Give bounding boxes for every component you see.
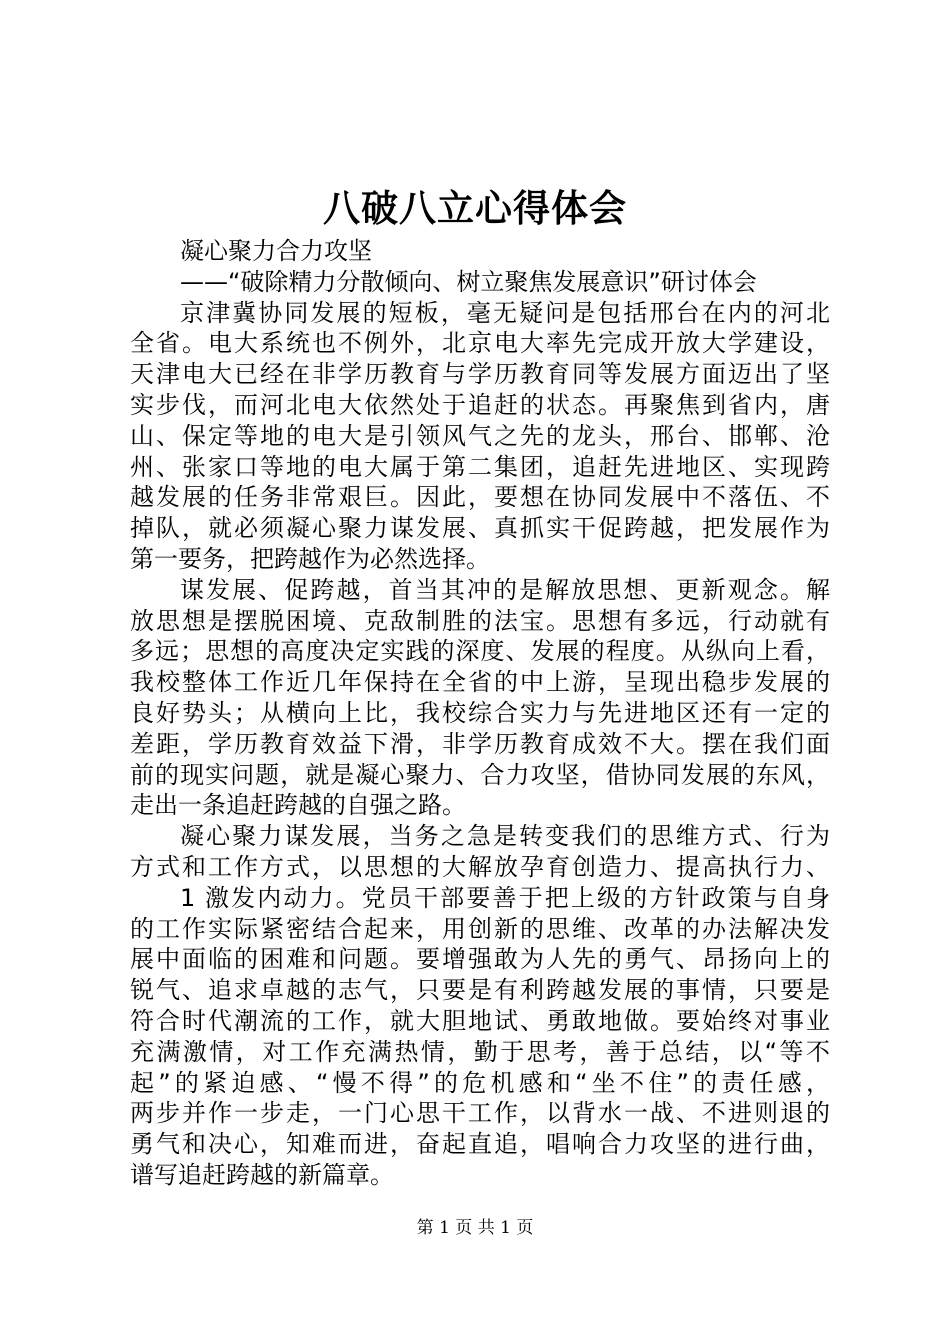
paragraph-line: 掉队，就必须凝心聚力谋发展、真抓实干促跨越，把发展作为: [130, 514, 830, 543]
paragraph-line: 全省。电大系统也不例外，北京电大率先完成开放大学建设，: [130, 329, 830, 358]
paragraph-line: 多远；思想的高度决定实践的深度、发展的程度。从纵向上看，: [130, 637, 830, 666]
paragraph-line: 前的现实问题，就是凝心聚力、合力攻坚，借协同发展的东风，: [130, 760, 830, 789]
document-subtitle: 凝心聚力合力攻坚: [180, 237, 372, 265]
paragraph-line: 锐气、追求卓越的志气，只要是有利跨越发展的事情，只要是: [130, 976, 830, 1005]
paragraph-1: [130, 298, 830, 575]
paragraph-line: 1 激发内动力。党员干部要善于把上级的方针政策与自身: [180, 883, 830, 912]
paragraph-line: 起”的紧迫感、“慢不得”的危机感和“坐不住”的责任感，: [130, 1068, 830, 1097]
paragraph-line: 勇气和决心，知难而进，奋起直追，唱响合力攻坚的进行曲，: [130, 1130, 830, 1159]
paragraph-line: 充满激情，对工作充满热情，勤于思考，善于总结，以“等不: [130, 1037, 830, 1066]
paragraph-line: 的工作实际紧密结合起来，用创新的思维、改革的办法解决发: [130, 914, 830, 943]
document-title: 八破八立心得体会: [323, 186, 627, 230]
paragraph-line: 凝心聚力谋发展，当务之急是转变我们的思维方式、行为: [180, 822, 830, 851]
paragraph-line: 天津电大已经在非学历教育与学历教育同等发展方面迈出了坚: [130, 360, 830, 389]
paragraph-line: 放思想是摆脱困境、克敌制胜的法宝。思想有多远，行动就有: [130, 606, 830, 635]
paragraph-line: 第一要务，把跨越作为必然选择。: [130, 544, 490, 573]
paragraph-line: 京津冀协同发展的短板，毫无疑问是包括邢台在内的河北: [180, 298, 830, 327]
paragraph-line: 州、张家口等地的电大属于第二集团，追赶先进地区、实现跨: [130, 452, 830, 481]
paragraph-line: 两步并作一步走，一门心思干工作，以背水一战、不进则退的: [130, 1099, 830, 1128]
paragraph-2: [130, 575, 830, 821]
paragraph-line: 实步伐，而河北电大依然处于追赶的状态。再聚焦到省内，唐: [130, 390, 830, 419]
paragraph-line: 山、保定等地的电大是引领风气之先的龙头，邢台、邯郸、沧: [130, 421, 830, 450]
paragraph-line: 良好势头；从横向上比，我校综合实力与先进地区还有一定的: [130, 698, 830, 727]
paragraph-line: 差距，学历教育效益下滑，非学历教育成效不大。摆在我们面: [130, 729, 830, 758]
paragraph-line: 方式和工作方式，以思想的大解放孕育创造力、提高执行力、: [130, 852, 830, 881]
paragraph-line: 符合时代潮流的工作，就大胆地试、勇敢地做。要始终对事业: [130, 1006, 830, 1035]
document-body: [130, 236, 830, 1191]
paragraph-3: [130, 821, 830, 883]
paragraph-line: 展中面临的困难和问题。要增强敢为人先的勇气、昂扬向上的: [130, 945, 830, 974]
page-footer: 第 1 页 共 1 页: [416, 1218, 534, 1238]
paragraph-line: 我校整体工作近几年保持在全省的中上游，呈现出稳步发展的: [130, 668, 830, 697]
paragraph-line: 谋发展、促跨越，首当其冲的是解放思想、更新观念。解: [180, 575, 830, 604]
paragraph-line: 谱写追赶跨越的新篇章。: [130, 1160, 394, 1189]
paragraph-line: 越发展的任务非常艰巨。因此，要想在协同发展中不落伍、不: [130, 483, 830, 512]
document-subheading: ——“破除精力分散倾向、树立聚焦发展意识”研讨体会: [180, 267, 757, 296]
paragraph-line: 走出一条追赶跨越的自强之路。: [130, 791, 466, 820]
paragraph-4: [130, 883, 830, 1191]
